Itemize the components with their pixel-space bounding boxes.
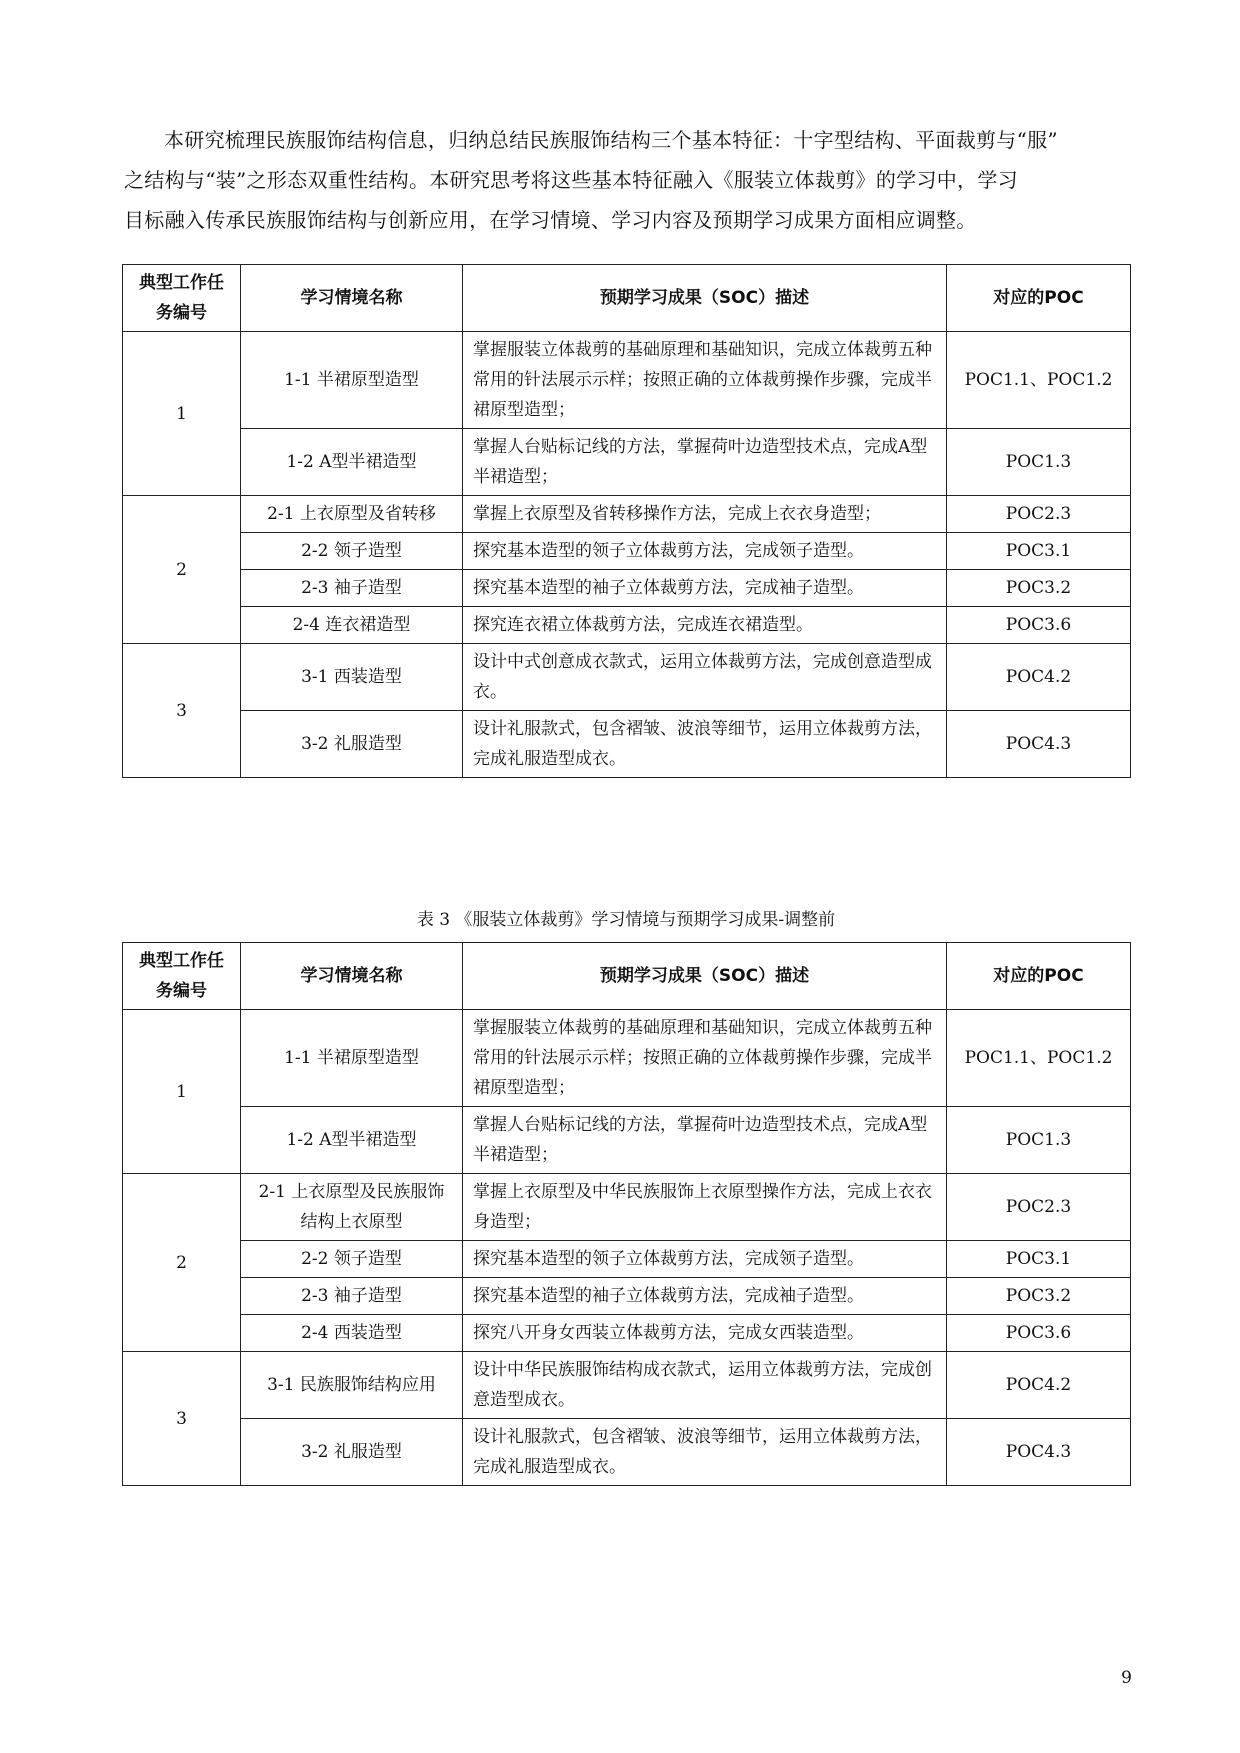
table-row	[123, 644, 1131, 711]
poc-cell: POC1.3	[947, 429, 1131, 496]
situation-name-cell: 2-1 上衣原型及省转移	[241, 496, 463, 533]
soc-description-cell: 探究基本造型的袖子立体裁剪方法，完成袖子造型。	[463, 570, 947, 607]
table-row	[123, 429, 1131, 496]
situation-name-cell: 1-2 A型半裙造型	[241, 429, 463, 496]
situation-name-cell: 1-1 半裙原型造型	[241, 332, 463, 429]
table-row	[123, 1241, 1131, 1278]
header-situation-name: 学习情境名称	[241, 265, 463, 332]
table-row	[123, 570, 1131, 607]
poc-cell: POC4.3	[947, 711, 1131, 778]
situation-name-cell: 2-2 领子造型	[241, 1241, 463, 1278]
table-row	[123, 533, 1131, 570]
task-number-cell: 1	[123, 1010, 241, 1174]
task-number-cell: 2	[123, 1174, 241, 1352]
body-paragraph	[124, 120, 1124, 240]
header-soc-description: 预期学习成果（SOC）描述	[463, 943, 947, 1010]
poc-cell: POC4.3	[947, 1419, 1131, 1486]
header-soc-description: 预期学习成果（SOC）描述	[463, 265, 947, 332]
soc-description-cell: 掌握服装立体裁剪的基础原理和基础知识，完成立体裁剪五种常用的针法展示示样；按照正确的立体裁剪操作步骤，完成半裙原型造型；	[463, 332, 947, 429]
table-row	[123, 607, 1131, 644]
paragraph-line: 目标融入传承民族服饰结构与创新应用，在学习情境、学习内容及预期学习成果方面相应调整。	[124, 208, 977, 232]
table-header-row	[123, 265, 1131, 332]
table-row	[123, 332, 1131, 429]
poc-cell: POC2.3	[947, 1174, 1131, 1241]
situation-name-cell: 2-2 领子造型	[241, 533, 463, 570]
table-caption: 表 3 《服装立体裁剪》学习情境与预期学习成果-调整前	[416, 910, 836, 930]
situation-name-cell: 2-3 袖子造型	[241, 1278, 463, 1315]
situation-name-cell: 1-1 半裙原型造型	[241, 1010, 463, 1107]
soc-description-cell: 探究八开身女西装立体裁剪方法，完成女西装造型。	[463, 1315, 947, 1352]
soc-description-cell: 设计礼服款式，包含褶皱、波浪等细节，运用立体裁剪方法，完成礼服造型成衣。	[463, 711, 947, 778]
header-task-number: 典型工作任务编号	[123, 943, 241, 1010]
situation-name-cell: 2-4 连衣裙造型	[241, 607, 463, 644]
soc-description-cell: 探究连衣裙立体裁剪方法，完成连衣裙造型。	[463, 607, 947, 644]
table-row	[123, 1107, 1131, 1174]
task-number-cell: 3	[123, 644, 241, 778]
page-number: 9	[1121, 1668, 1132, 1688]
situation-name-cell: 2-1 上衣原型及民族服饰结构上衣原型	[241, 1174, 463, 1241]
table-row	[123, 1419, 1131, 1486]
poc-cell: POC2.3	[947, 496, 1131, 533]
poc-cell: POC3.2	[947, 1278, 1131, 1315]
poc-cell: POC4.2	[947, 1352, 1131, 1419]
situation-name-cell: 3-1 西装造型	[241, 644, 463, 711]
soc-description-cell: 设计中华民族服饰结构成衣款式，运用立体裁剪方法，完成创意造型成衣。	[463, 1352, 947, 1419]
learning-outcomes-table-current	[122, 264, 1131, 778]
table-row	[123, 1352, 1131, 1419]
situation-name-cell: 3-1 民族服饰结构应用	[241, 1352, 463, 1419]
soc-description-cell: 掌握上衣原型及中华民族服饰上衣原型操作方法，完成上衣衣身造型；	[463, 1174, 947, 1241]
poc-cell: POC1.1、POC1.2	[947, 332, 1131, 429]
poc-cell: POC3.2	[947, 570, 1131, 607]
poc-cell: POC3.6	[947, 607, 1131, 644]
task-number-cell: 3	[123, 1352, 241, 1486]
header-poc: 对应的POC	[947, 943, 1131, 1010]
soc-description-cell: 探究基本造型的领子立体裁剪方法，完成领子造型。	[463, 1241, 947, 1278]
situation-name-cell: 3-2 礼服造型	[241, 1419, 463, 1486]
table-row	[123, 1315, 1131, 1352]
table-row	[123, 711, 1131, 778]
paragraph-line: 之结构与“装”之形态双重性结构。本研究思考将这些基本特征融入《服装立体裁剪》的学习中，学习	[124, 168, 1018, 192]
table-row	[123, 1278, 1131, 1315]
poc-cell: POC3.1	[947, 533, 1131, 570]
poc-cell: POC3.1	[947, 1241, 1131, 1278]
situation-name-cell: 2-3 袖子造型	[241, 570, 463, 607]
poc-cell: POC3.6	[947, 1315, 1131, 1352]
poc-cell: POC1.1、POC1.2	[947, 1010, 1131, 1107]
soc-description-cell: 设计礼服款式，包含褶皱、波浪等细节，运用立体裁剪方法，完成礼服造型成衣。	[463, 1419, 947, 1486]
task-number-cell: 1	[123, 332, 241, 496]
task-number-cell: 2	[123, 496, 241, 644]
soc-description-cell: 掌握上衣原型及省转移操作方法，完成上衣衣身造型；	[463, 496, 947, 533]
table-row	[123, 1174, 1131, 1241]
situation-name-cell: 1-2 A型半裙造型	[241, 1107, 463, 1174]
table-row	[123, 1010, 1131, 1107]
table-header-row	[123, 943, 1131, 1010]
soc-description-cell: 探究基本造型的领子立体裁剪方法，完成领子造型。	[463, 533, 947, 570]
header-poc: 对应的POC	[947, 265, 1131, 332]
paragraph-line: 本研究梳理民族服饰结构信息，归纳总结民族服饰结构三个基本特征：十字型结构、平面裁剪与“服”	[164, 128, 1058, 152]
soc-description-cell: 探究基本造型的袖子立体裁剪方法，完成袖子造型。	[463, 1278, 947, 1315]
learning-outcomes-table-adjusted	[122, 942, 1131, 1486]
situation-name-cell: 2-4 西装造型	[241, 1315, 463, 1352]
header-task-number: 典型工作任务编号	[123, 265, 241, 332]
table-row	[123, 496, 1131, 533]
header-situation-name: 学习情境名称	[241, 943, 463, 1010]
situation-name-cell: 3-2 礼服造型	[241, 711, 463, 778]
soc-description-cell: 掌握人台贴标记线的方法，掌握荷叶边造型技术点，完成A型半裙造型；	[463, 1107, 947, 1174]
poc-cell: POC4.2	[947, 644, 1131, 711]
soc-description-cell: 掌握服装立体裁剪的基础原理和基础知识，完成立体裁剪五种常用的针法展示示样；按照正确的立体裁剪操作步骤，完成半裙原型造型；	[463, 1010, 947, 1107]
poc-cell: POC1.3	[947, 1107, 1131, 1174]
soc-description-cell: 掌握人台贴标记线的方法，掌握荷叶边造型技术点，完成A型半裙造型；	[463, 429, 947, 496]
soc-description-cell: 设计中式创意成衣款式，运用立体裁剪方法，完成创意造型成衣。	[463, 644, 947, 711]
